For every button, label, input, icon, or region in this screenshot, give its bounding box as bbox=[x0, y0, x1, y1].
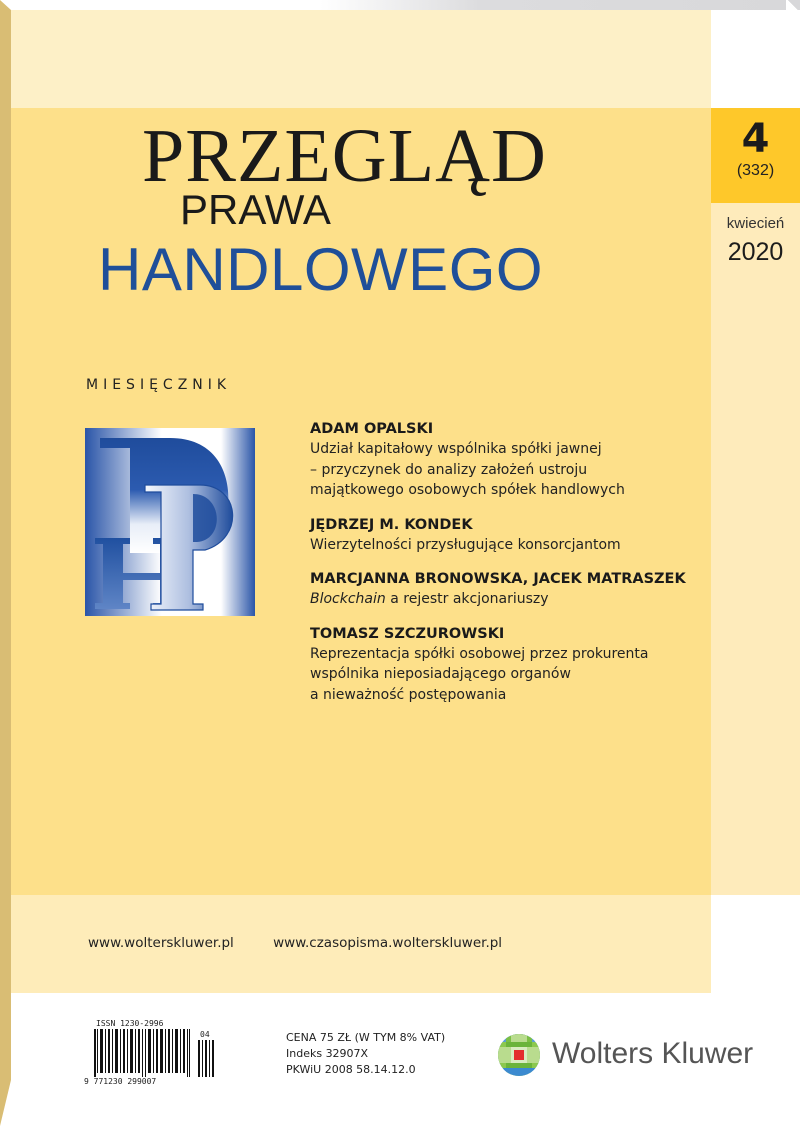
article-title-line: a nieważność postępowania bbox=[310, 686, 507, 703]
article-author: MARCJANNA BRONOWSKA, JACEK MATRASZEK bbox=[310, 571, 686, 587]
issue-number: 4 bbox=[741, 116, 770, 162]
toc-item bbox=[310, 516, 710, 556]
index-text: Indeks 32907X bbox=[286, 1047, 369, 1060]
issn-text: ISSN 1230-2996 bbox=[96, 1019, 164, 1028]
article-title-line: majątkowego osobowych spółek handlowych bbox=[310, 482, 625, 498]
page-top-shadow bbox=[0, 0, 800, 10]
article-title-line: Wierzytelności przysługujące konsorcjantom bbox=[310, 536, 621, 553]
publisher-urls bbox=[88, 935, 537, 951]
publisher-url-link[interactable]: www.wolterskluwer.pl bbox=[88, 935, 234, 951]
article-title-line bbox=[310, 589, 710, 610]
article-title-italic: Blockchain bbox=[310, 591, 386, 607]
article-title-line: Udział kapitałowy wspólnika spółki jawnej bbox=[310, 441, 602, 457]
journal-title-line-2: PRAWA bbox=[180, 186, 331, 233]
article-author: TOMASZ SZCZUROWSKI bbox=[310, 625, 505, 642]
issue-year: 2020 bbox=[727, 238, 784, 266]
publisher-name: Wolters Kluwer bbox=[552, 1037, 754, 1070]
journal-title-line-1: PRZEGLĄD bbox=[142, 114, 547, 198]
barcode-addon-text: 04 bbox=[200, 1030, 210, 1039]
cover-top-band bbox=[11, 10, 711, 108]
issue-total-number: (332) bbox=[736, 162, 775, 179]
frequency-label: MIESIĘCZNIK bbox=[86, 377, 232, 393]
article-author: ADAM OPALSKI bbox=[310, 421, 434, 437]
article-title-rest: a rejestr akcjonariuszy bbox=[385, 591, 549, 607]
cover-spine bbox=[0, 0, 11, 1126]
toc-item bbox=[310, 625, 710, 706]
journals-url-link[interactable]: www.czasopisma.wolterskluwer.pl bbox=[273, 935, 503, 951]
barcode-icon bbox=[82, 1018, 222, 1088]
pricing-info bbox=[286, 1030, 445, 1078]
article-title-line: – przyczynek do analizy założeń ustroju bbox=[310, 461, 588, 478]
table-of-contents bbox=[310, 420, 710, 720]
toc-item bbox=[310, 570, 710, 610]
toc-item bbox=[310, 420, 710, 501]
barcode-number-text: 9 771230 299007 bbox=[84, 1077, 157, 1086]
article-title-line: Reprezentacja spółki osobowej przez prokurenta bbox=[310, 645, 649, 662]
article-title-line: wspólnika nieposiadającego organów bbox=[310, 666, 571, 682]
price-text: CENA 75 ZŁ (W TYM 8% VAT) bbox=[286, 1031, 446, 1044]
pkwiu-text: PKWiU 2008 58.14.12.0 bbox=[286, 1063, 416, 1076]
journal-title-line-3: HANDLOWEGO bbox=[98, 236, 544, 303]
wolters-kluwer-logo-icon bbox=[497, 1033, 541, 1077]
issue-box bbox=[711, 108, 800, 203]
pph-logo-icon bbox=[85, 428, 255, 616]
issue-month: kwiecień bbox=[726, 215, 785, 232]
article-author: JĘDRZEJ M. KONDEK bbox=[310, 516, 473, 533]
